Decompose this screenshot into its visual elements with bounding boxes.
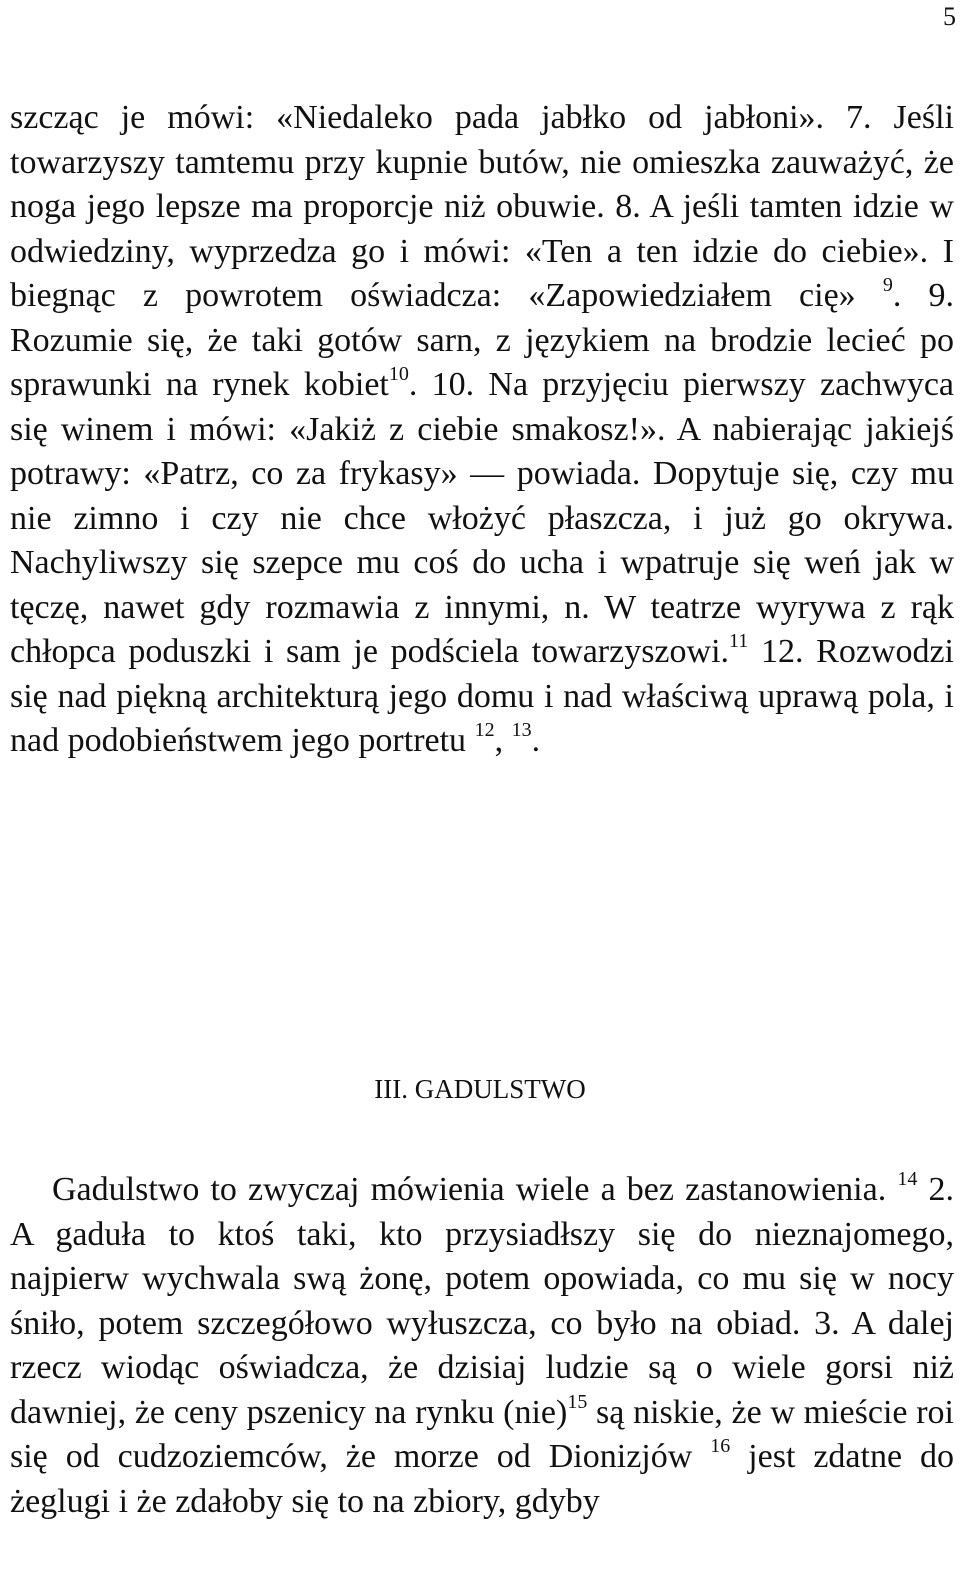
text-segment: . 10. Na przyjęciu pierwszy zachwyca się winem i mówi: «Jakiż z ciebie smakosz!». A nabierając jakiejś potrawy: «Patrz, co za frykasy» — powiada. Dopytuje się, czy mu nie zimno i czy nie chce włożyć płaszcza, i już go okrywa. Nachyliwszy się szepce mu coś do ucha i wpatruje się weń jak w tęczę, nawet gdy rozmawia z innymi, n. W teatrze wyrywa z rąk chłopca poduszki i sam je podściela towarzyszowi.: [10, 366, 955, 670]
text-segment: . 9. Rozumie się, że taki gotów sarn, z językiem na brodzie lecieć po sprawunki na rynek kobiet: [10, 277, 954, 403]
footnote-marker: 10: [388, 363, 409, 385]
paragraph-gadulstwo: [10, 1168, 954, 1524]
text-segment: jest zdatne do żeglugi i że zdałoby się to na zbiory, gdyby: [10, 1438, 954, 1520]
footnote-marker: 16: [710, 1435, 731, 1457]
footnote-marker: 12: [474, 719, 495, 741]
footnote-marker: 13: [511, 719, 532, 741]
paragraph-continued: [10, 96, 954, 764]
section-heading: III. GADULSTWO: [374, 1074, 586, 1104]
text-segment: szcząc je mówi: «Niedaleko pada jabłko od jabłoni». 7. Jeśli towarzyszy tamtemu przy kupnie butów, nie omieszka zauważyć, że noga jego lepsze ma proporcje niż obuwie. 8. A jeśli tamten idzie w odwiedziny, wyprzedza go i mówi: «Ten a ten idzie do ciebie». I biegnąc z powrotem oświadcza: «Zapowiedziałem cię»: [10, 99, 954, 314]
footnote-marker: 15: [567, 1390, 588, 1413]
text-segment: 2. A gaduła to ktoś taki, kto przysiadłszy się do nieznajomego, najpierw wychwala swą żonę, potem opowiada, co mu się w nocy śniło, potem szczegółowo wyłuszcza, co było na obiad. 3. A dalej rzecz wiodąc oświadcza, że dzisiaj ludzie są o wiele gorsi niż dawniej, że ceny pszenicy na rynku (nie): [10, 1171, 955, 1431]
text-segment: ,: [494, 722, 512, 759]
text-segment: Gadulstwo to zwyczaj mówienia wiele a bez zastanowienia.: [52, 1171, 898, 1208]
text-segment: 12. Rozwodzi się nad piękną architekturą jego domu i nad właściwą uprawą pola, i nad podobieństwem jego portretu: [10, 633, 955, 759]
text-segment: .: [531, 722, 541, 759]
footnote-marker: 14: [897, 1168, 918, 1190]
footnote-marker: 11: [729, 630, 749, 652]
footnote-marker: 9: [882, 274, 893, 296]
page-number: 5: [943, 2, 956, 31]
text-segment: są niskie, że w mieście roi się od cudzoziemców, że morze od Dionizjów: [10, 1393, 954, 1475]
